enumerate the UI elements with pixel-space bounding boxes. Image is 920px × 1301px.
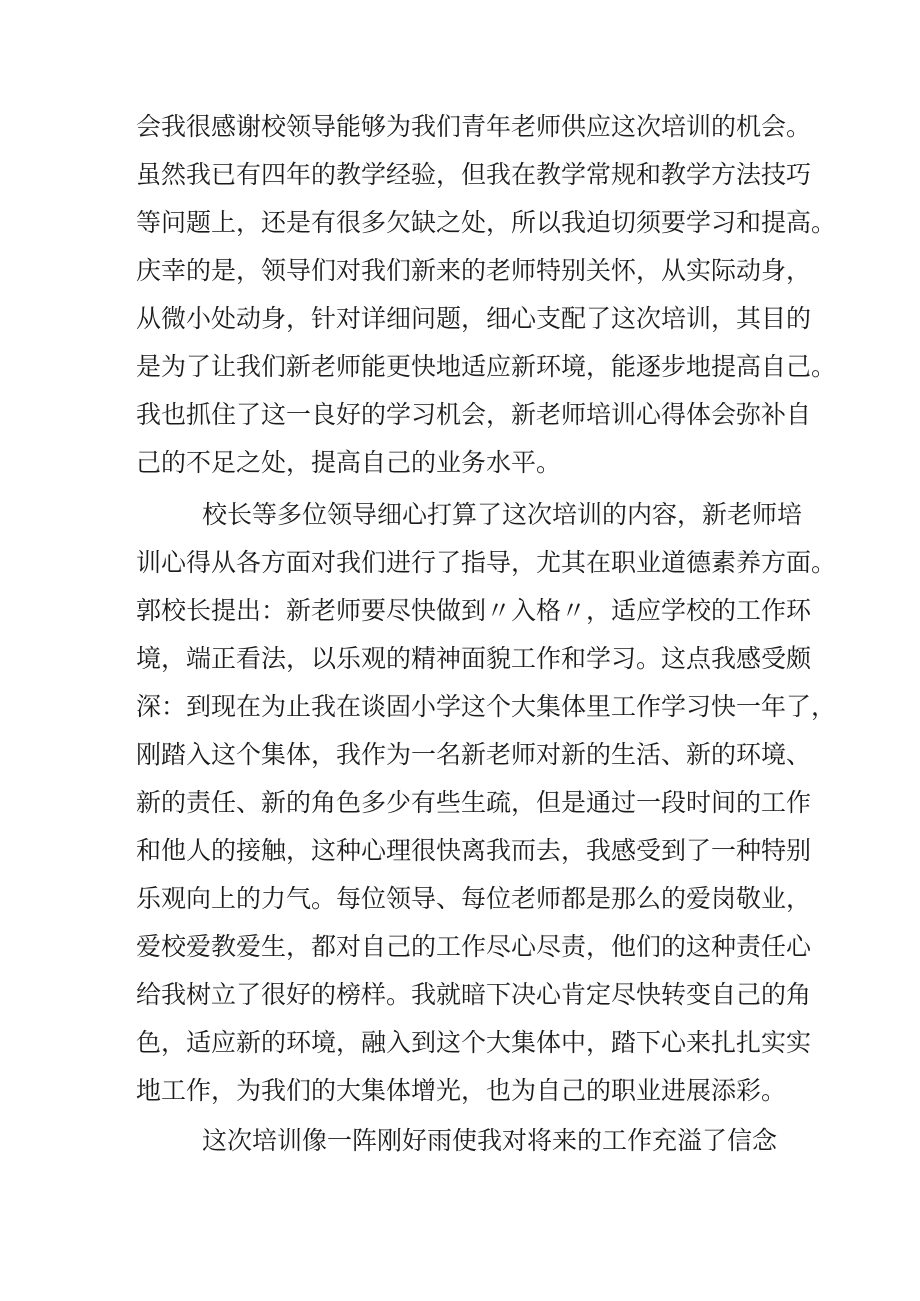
paragraph-1-line-1: 会我很感谢校领导能够为我们青年老师供应这次培训的机会。 — [136, 112, 812, 141]
paragraph-1-line-5: 从微小处动身，针对详细问题，细心支配了这次培训，其目的 — [136, 304, 812, 333]
paragraph-2-line-12: 色，适应新的环境，融入到这个大集体中，踏下心来扎扎实实 — [136, 1028, 812, 1057]
paragraph-2-line-9: 乐观向上的力气。每位领导、每位老师都是那么的爱岗敬业， — [136, 884, 812, 913]
paragraph-3-line-1: 这次培训像一阵刚好雨使我对将来的工作充溢了信念 — [202, 1126, 778, 1155]
paragraph-1-line-6: 是为了让我们新老师能更快地适应新环境，能逐步地提高自己。 — [136, 352, 837, 381]
paragraph-1-line-2: 虽然我已有四年的教学经验，但我在教学常规和教学方法技巧 — [136, 160, 812, 189]
paragraph-2-line-2: 训心得从各方面对我们进行了指导，尤其在职业道德素养方面。 — [136, 548, 837, 577]
paragraph-2-line-4: 境，端正看法，以乐观的精神面貌工作和学习。这点我感受颇 — [136, 644, 812, 673]
paragraph-2-line-6: 刚踏入这个集体，我作为一名新老师对新的生活、新的环境、 — [136, 740, 812, 769]
paragraph-1-line-3: 等问题上，还是有很多欠缺之处，所以我迫切须要学习和提高。 — [136, 208, 837, 237]
paragraph-2-line-13: 地工作，为我们的大集体增光，也为自己的职业进展添彩。 — [136, 1076, 787, 1105]
paragraph-2-line-10: 爱校爱教爱生，都对自己的工作尽心尽责，他们的这种责任心 — [136, 932, 812, 961]
paragraph-2-line-7: 新的责任、新的角色多少有些生疏，但是通过一段时间的工作 — [136, 788, 812, 817]
paragraph-1-line-7: 我也抓住了这一良好的学习机会，新老师培训心得体会弥补自 — [136, 400, 812, 429]
paragraph-2-line-11: 给我树立了很好的榜样。我就暗下决心肯定尽快转变自己的角 — [136, 980, 812, 1009]
paragraph-2-line-1: 校长等多位领导细心打算了这次培训的内容，新老师培 — [202, 500, 803, 529]
paragraph-2-line-5: 深：到现在为止我在谈固小学这个大集体里工作学习快一年了， — [136, 692, 837, 721]
paragraph-2-line-3: 郭校长提出：新老师要尽快做到〃入格〃，适应学校的工作环 — [136, 596, 812, 625]
paragraph-1-line-8: 己的不足之处，提高自己的业务水平。 — [136, 448, 562, 477]
paragraph-1-line-4: 庆幸的是，领导们对我们新来的老师特别关怀，从实际动身， — [136, 256, 812, 285]
paragraph-2-line-8: 和他人的接触，这种心理很快离我而去，我感受到了一种特别 — [136, 836, 812, 865]
